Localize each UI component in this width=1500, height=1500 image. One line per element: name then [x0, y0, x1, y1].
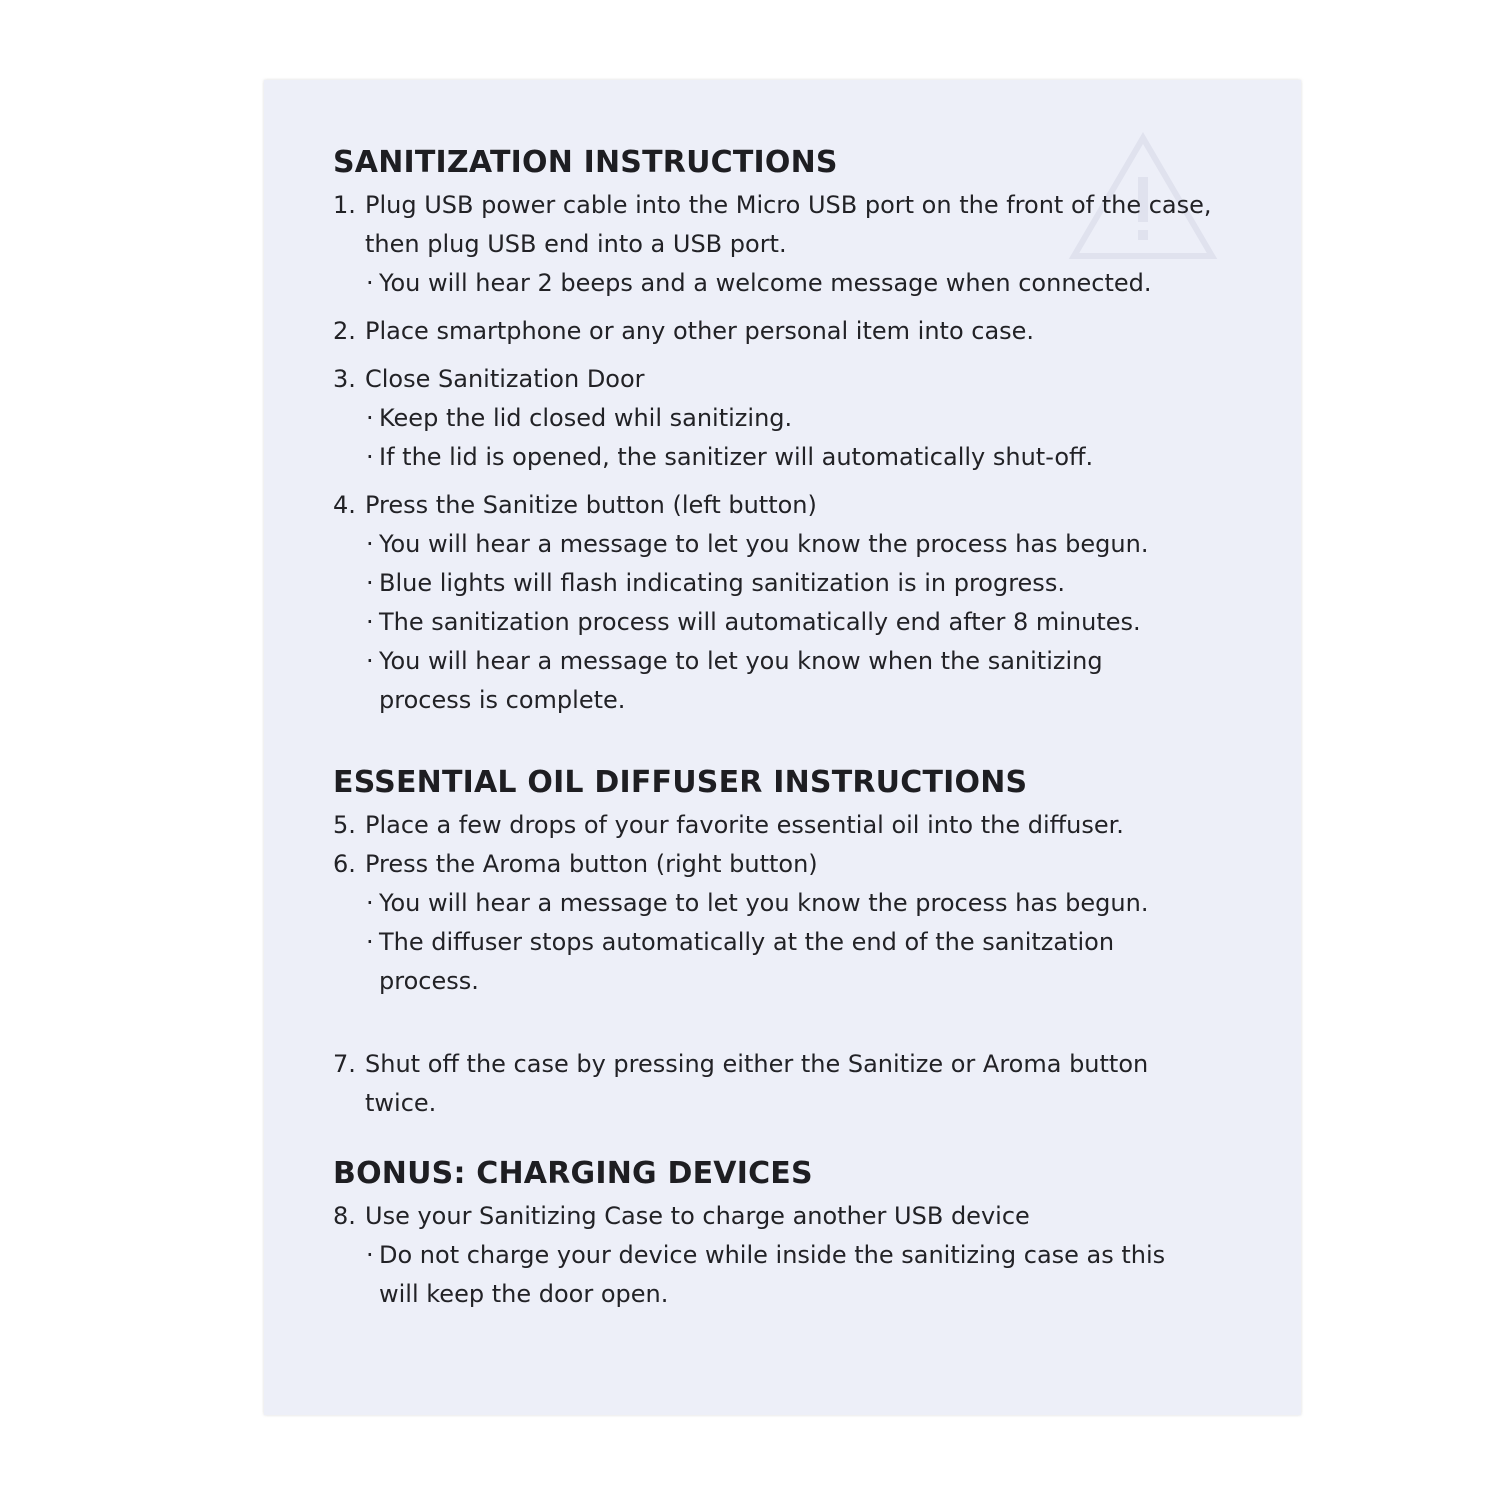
bullet-dot: · [366, 443, 374, 471]
step-4 [333, 486, 1233, 525]
section-heading-sanitization: SANITIZATION INSTRUCTIONS [333, 145, 838, 180]
step-text: Close Sanitization Door [365, 365, 645, 393]
step-3-bullet-2 [366, 438, 1233, 477]
bullet-dot: · [366, 889, 374, 917]
instruction-content [333, 140, 1233, 1314]
section-heading-diffuser: ESSENTIAL OIL DIFFUSER INSTRUCTIONS [333, 765, 1028, 800]
bullet-text: The diffuser stops automatically at the end of the sanitzation process. [379, 928, 1115, 995]
step-6 [333, 845, 1233, 884]
step-text: Plug USB power cable into the Micro USB port on the front of the case, then plug USB end into a USB port. [365, 191, 1212, 258]
step-3 [333, 360, 1233, 399]
bullet-text: Do not charge your device while inside the sanitizing case as this will keep the door open. [379, 1241, 1166, 1308]
bullet-text: Keep the lid closed whil sanitizing. [379, 404, 793, 432]
step-text: Place smartphone or any other personal item into case. [365, 317, 1035, 345]
step-4-bullet-2 [366, 564, 1233, 603]
step-number: 8. [333, 1202, 356, 1230]
step-1 [333, 186, 1233, 264]
step-8 [333, 1197, 1233, 1236]
bullet-dot: · [366, 608, 374, 636]
bullet-text: You will hear a message to let you know when the sanitizing process is complete. [379, 647, 1103, 714]
bullet-dot: · [366, 928, 374, 956]
step-8-bullet-1 [366, 1236, 1233, 1314]
step-number: 7. [333, 1050, 356, 1078]
bullet-dot: · [366, 569, 374, 597]
step-number: 2. [333, 317, 356, 345]
step-text: Place a few drops of your favorite essential oil into the diffuser. [365, 811, 1124, 839]
bullet-dot: · [366, 530, 374, 558]
step-6-bullet-2 [366, 923, 1233, 1001]
bullet-text: You will hear a message to let you know the process has begun. [379, 530, 1149, 558]
step-number: 6. [333, 850, 356, 878]
bullet-text: You will hear a message to let you know the process has begun. [379, 889, 1149, 917]
step-number: 5. [333, 811, 356, 839]
step-text: Shut off the case by pressing either the Sanitize or Aroma button twice. [365, 1050, 1149, 1117]
bullet-dot: · [366, 1241, 374, 1269]
bullet-dot: · [366, 404, 374, 432]
step-text: Use your Sanitizing Case to charge another USB device [365, 1202, 1030, 1230]
bullet-text: Blue lights will flash indicating sanitization is in progress. [379, 569, 1065, 597]
bullet-text: If the lid is opened, the sanitizer will automatically shut-off. [379, 443, 1094, 471]
step-text: Press the Sanitize button (left button) [365, 491, 817, 519]
step-number: 1. [333, 191, 356, 219]
bullet-text: You will hear 2 beeps and a welcome message when connected. [379, 269, 1152, 297]
step-4-bullet-1 [366, 525, 1233, 564]
step-6-bullet-1 [366, 884, 1233, 923]
section-heading-bonus: BONUS: CHARGING DEVICES [333, 1156, 813, 1191]
step-number: 3. [333, 365, 356, 393]
bullet-dot: · [366, 269, 374, 297]
step-4-bullet-3 [366, 603, 1233, 642]
step-number: 4. [333, 491, 356, 519]
bullet-dot: · [366, 647, 374, 675]
step-3-bullet-1 [366, 399, 1233, 438]
step-5 [333, 806, 1233, 845]
step-text: Press the Aroma button (right button) [365, 850, 818, 878]
step-4-bullet-4 [366, 642, 1233, 720]
step-2 [333, 312, 1233, 351]
bullet-text: The sanitization process will automatically end after 8 minutes. [379, 608, 1141, 636]
step-1-bullet-1 [366, 264, 1233, 303]
step-7 [333, 1045, 1233, 1123]
